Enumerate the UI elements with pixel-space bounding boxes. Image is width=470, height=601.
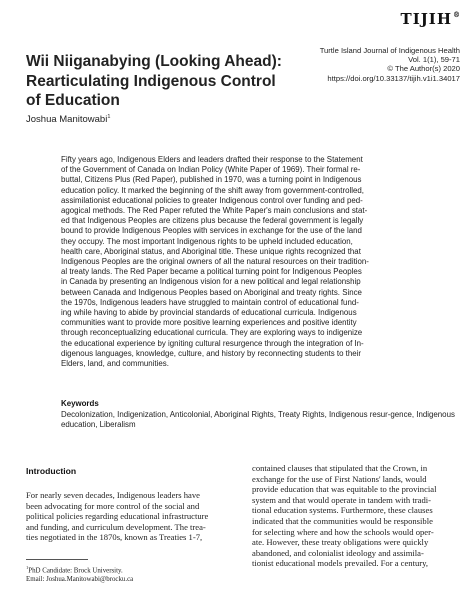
footnote <box>26 563 236 584</box>
title-line: Wii Niiganabying (Looking Ahead): <box>26 53 282 70</box>
body-text-line: For nearly seven decades, Indigenous leaders have <box>26 490 200 500</box>
abstract-line: through reconceptualizing educational curricula. They are exploring ways to indigenize <box>61 328 363 338</box>
author-footnote-mark: 1 <box>107 114 111 120</box>
body-text-line: political policies regarding educational infrastructure <box>26 511 209 522</box>
abstract-line: agogical methods. The Red Paper refuted the White Paper's main conclusions and stat- <box>61 206 368 216</box>
abstract-line: the educational experience by igniting cultural resurgence through the integration of In- <box>61 338 364 348</box>
body-text-line: tionist educational models prevailed. For a century, <box>252 558 429 569</box>
body-text-line: ties negotiated in the 1870s, known as Treaties 1-7, <box>26 532 203 543</box>
footnote-divider <box>26 559 88 560</box>
abstract-line: ing while having to abide by provincial standards of educational curricula. Indigenous <box>61 308 357 318</box>
body-text-line: ate. However, these treaty obligations were quickly <box>252 537 429 548</box>
keywords-list <box>61 410 457 430</box>
logo-registered-mark: ® <box>453 10 461 19</box>
abstract-line: digenous languages, knowledge, culture, and history by reconnecting students to their <box>61 348 362 358</box>
journal-volume: Vol. 1(1), 59-71 <box>408 55 460 65</box>
abstract-line: education policy. It marked the beginning of the shift away from government-controlled, <box>61 185 364 195</box>
title-line: Rearticulating Indigenous Control <box>26 72 276 90</box>
abstract-line: buttal, Citizens Plus (Red Paper), published in 1970, was a turning point in Indigenous <box>61 175 362 185</box>
abstract-line: al treaty lands. The Red Paper became a political turning point for Indigenous Peoples <box>61 267 362 277</box>
abstract-line: health care, Aboriginal status, and Aboriginal title. These unique rights recognized that <box>61 246 361 256</box>
keywords-line: gence, Indigenous education, Liberalism <box>61 410 455 430</box>
author-name <box>26 114 110 125</box>
abstract-line: they occupy. The most important Indigenous rights to be upheld included education, <box>61 236 353 246</box>
abstract-line: Indigenous Peoples are the original owners of all the natural resources on their tradition- <box>61 257 369 267</box>
body-text-line: provide education that was equitable to the provincial <box>252 484 437 495</box>
abstract-line: of the Government of Canada on Indian Policy (White Paper of 1969). Their formal re- <box>61 165 361 175</box>
body-text-line: and funding, and curriculum development. The trea- <box>26 521 206 532</box>
footnote-affiliation-text: PhD Candidate: Brock University. <box>28 567 123 575</box>
footnote-mark: 1 <box>26 565 29 570</box>
abstract-line: communities want to provide more positive learning experiences and positive identity <box>61 318 357 328</box>
journal-logo <box>395 10 461 28</box>
body-column-right <box>252 463 462 569</box>
journal-name: Turtle Island Journal of Indigenous Health <box>319 46 460 55</box>
abstract-line: bound to provide Indigenous Peoples with services in exchange for the use of the land <box>61 226 362 236</box>
introduction-heading: Introduction <box>26 466 77 476</box>
keywords-line: Decolonization, Indigenization, Anticolonial, Aboriginal Rights, Treaty Rights, Indigenous resur- <box>61 410 391 419</box>
body-text-line: for selecting where and how the schools would oper- <box>252 526 434 537</box>
abstract-line: assimilationist educational policies to greater Indigenous control over funding and ped- <box>61 195 363 205</box>
abstract-line: the 1970s, Indigenous leaders have struggled to maintain control of educational fund- <box>61 297 359 307</box>
abstract-line: Elders, land, and communities. <box>61 359 169 369</box>
body-text-line: system and that would operate in tandem with tradi- <box>252 494 431 505</box>
author-text: Joshua Manitowabi <box>26 114 108 126</box>
logo-text: TIJIH <box>400 10 452 28</box>
journal-doi-link[interactable]: https://doi.org/10.33137/tijih.v1i1.34017 <box>327 73 460 83</box>
abstract-line: Fifty years ago, Indigenous Elders and leaders drafted their response to the Statement <box>61 155 363 164</box>
body-text-line: contained clauses that stipulated that the Crown, in <box>252 463 428 473</box>
abstract-line: between Canada and Indigenous Peoples based on Aboriginal and treaty rights. Since <box>61 287 362 297</box>
body-text-line: tional education systems. Furthermore, these clauses <box>252 505 433 516</box>
title-line: of Education <box>26 92 120 109</box>
article-title <box>26 52 296 111</box>
body-text-line: indicated that the communities would be responsible <box>252 515 433 526</box>
body-column-left <box>26 490 236 543</box>
journal-copyright: © The Author(s) 2020 <box>387 64 460 74</box>
abstract <box>61 155 457 369</box>
journal-info <box>300 46 460 83</box>
footnote-affiliation <box>26 563 236 575</box>
body-text-line: abandoned, and colonialist ideology and assimila- <box>252 547 424 558</box>
abstract-line: ed that Indigenous Peoples are citizens plus because the federal government is legally <box>61 216 364 226</box>
body-text-line: been advocating for more control of the social and <box>26 500 200 511</box>
abstract-line: in Canada by presenting an Indigenous vision for a new political and legal relationship <box>61 277 361 287</box>
body-text-line: exchange for the use of First Nations' lands, would <box>252 473 427 484</box>
keywords-heading: Keywords <box>61 399 99 408</box>
footnote-email[interactable]: Email: Joshua.Manitowabi@brocku.ca <box>26 576 134 584</box>
